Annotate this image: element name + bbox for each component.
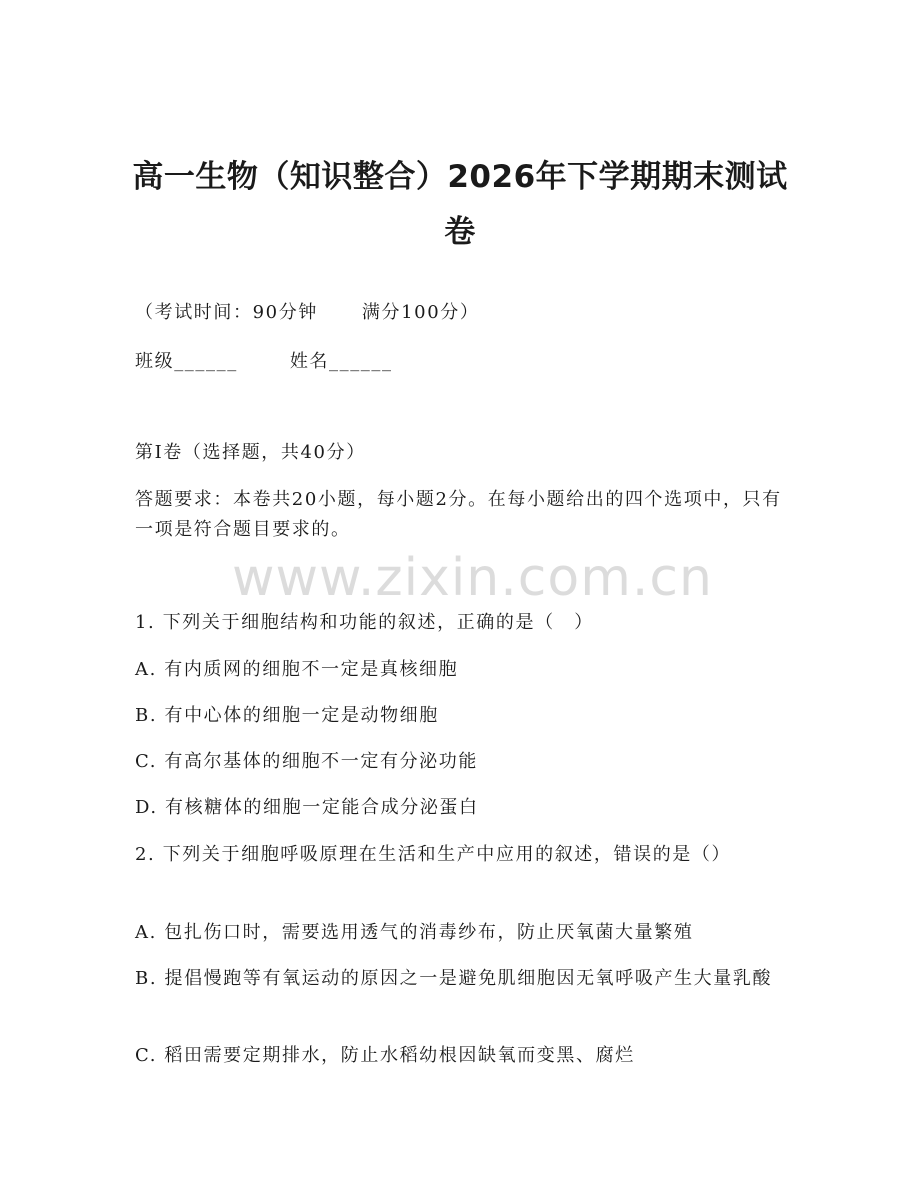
exam-info bbox=[135, 298, 479, 328]
question-option: A. 包扎伤口时，需要选用透气的消毒纱布，防止厌氧菌大量繁殖 bbox=[135, 922, 694, 943]
question-option: C. 稻田需要定期排水，防止水稻幼根因缺氧而变黑、腐烂 bbox=[135, 1045, 635, 1066]
question-stem: 1. 下列关于细胞结构和功能的叙述，正确的是（ ） bbox=[135, 612, 594, 633]
name-field-label: 姓名______ bbox=[289, 351, 393, 372]
watermark-text: www.zixin.com.cn bbox=[232, 548, 713, 608]
question-option: B. 有中心体的细胞一定是动物细胞 bbox=[135, 705, 439, 726]
question-option: D. 有核糖体的细胞一定能合成分泌蛋白 bbox=[135, 797, 479, 818]
question-option: B. 提倡慢跑等有氧运动的原因之一是避免肌细胞因无氧呼吸产生大量乳酸 bbox=[135, 968, 773, 989]
exam-time: （考试时间：90分钟 bbox=[135, 302, 318, 323]
question-option: A. 有内质网的细胞不一定是真核细胞 bbox=[135, 659, 459, 680]
section-heading: 第I卷（选择题，共40分） bbox=[135, 442, 366, 463]
question-stem: 2. 下列关于细胞呼吸原理在生活和生产中应用的叙述，错误的是（） bbox=[135, 844, 732, 865]
student-info bbox=[135, 347, 393, 377]
section-instructions: 答题要求：本卷共20小题，每小题2分。在每小题给出的四个选项中，只有一项是符合题目要求的。 bbox=[135, 489, 782, 540]
exam-full-score: 满分100分） bbox=[361, 302, 480, 323]
page-title: 高一生物（知识整合）2026年下学期期末测试卷 bbox=[132, 159, 788, 250]
class-field-label: 班级______ bbox=[135, 351, 238, 372]
question-option: C. 有高尔基体的细胞不一定有分泌功能 bbox=[135, 751, 478, 772]
